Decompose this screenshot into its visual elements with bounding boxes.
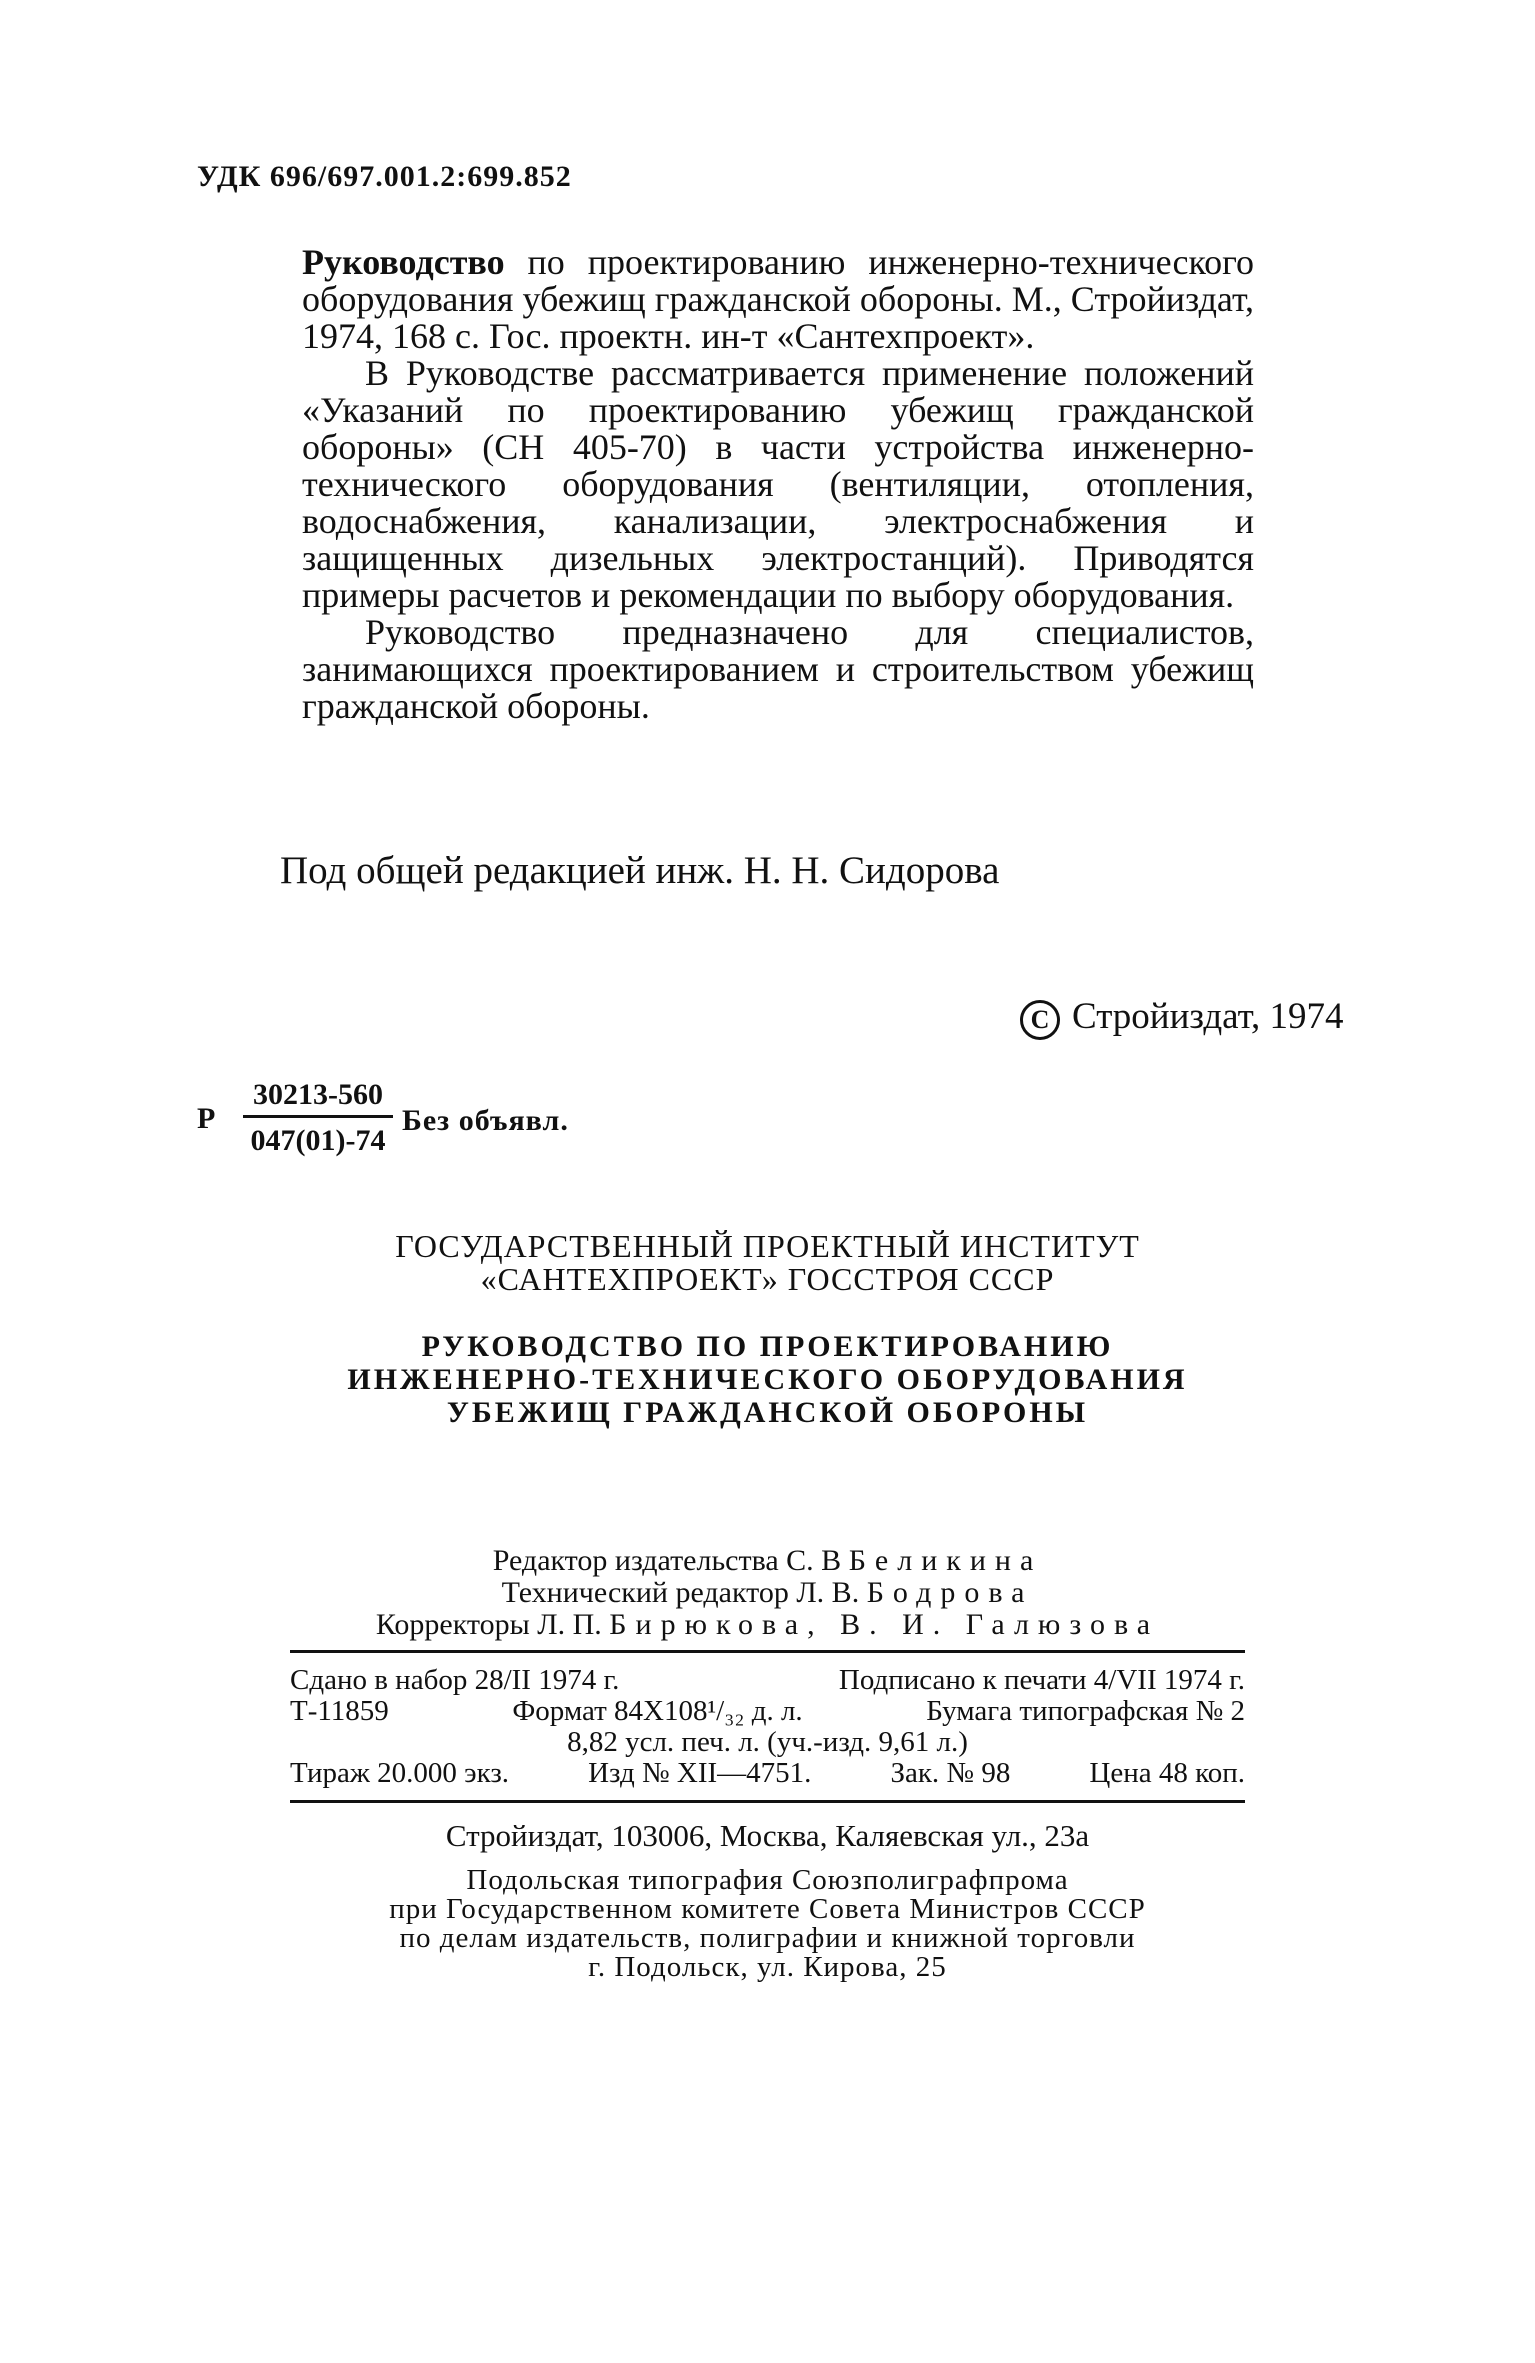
imprint-cell: Подписано к печати 4/VII 1974 г. — [838, 1664, 1245, 1696]
book-title-line: ИНЖЕНЕРНО-ТЕХНИЧЕСКОГО ОБОРУДОВАНИЯ — [347, 1363, 1188, 1396]
printer-info — [0, 1866, 1535, 1982]
index-note: Без объявл. — [402, 1104, 569, 1137]
abstract-para-3: Руководство предназначено для специалистов, занимающихся проектированием и строительством убежищ гражданской обороны. — [302, 612, 1254, 726]
credit-names: Бодрова — [866, 1576, 1034, 1609]
institute-line: «САНТЕХПРОЕКТ» ГОССТРОЯ СССР — [480, 1261, 1055, 1297]
credit-line — [0, 1577, 1535, 1609]
imprint-cell: Тираж 20.000 экз. — [290, 1757, 510, 1789]
printer-line: г. Подольск, ул. Кирова, 25 — [588, 1951, 947, 1983]
credit-role: Технический редактор Л. В. — [501, 1576, 867, 1609]
abstract — [302, 244, 1254, 725]
institute-name — [0, 1230, 1535, 1296]
udk-code: УДК 696/697.001.2:699.852 — [197, 160, 572, 193]
printer-line: Подольская типография Союзполиграфпрома — [466, 1864, 1069, 1896]
credit-names: Беликина — [848, 1544, 1043, 1577]
imprint-row — [290, 1758, 1245, 1789]
general-editor-line: Под общей редакцией инж. Н. Н. Сидорова — [280, 849, 1000, 892]
imprint-cell: Сдано в набор 28/II 1974 г. — [290, 1664, 620, 1696]
index-prefix: Р — [197, 1102, 216, 1135]
publisher-address: Стройиздат, 103006, Москва, Каляевская ул., 23а — [445, 1818, 1090, 1853]
imprint-cell: Цена 48 коп. — [1089, 1757, 1245, 1789]
printer-line: по делам издательств, полиграфии и книжной торговли — [399, 1922, 1136, 1954]
index-denominator: 047(01)-74 — [250, 1124, 386, 1157]
imprint-block — [290, 1665, 1245, 1789]
credit-line — [0, 1609, 1535, 1641]
abstract-lead-bold: Руководство — [302, 242, 505, 282]
divider — [290, 1800, 1245, 1803]
book-title — [0, 1330, 1535, 1429]
imprint-cell: Бумага типографская № 2 — [926, 1695, 1245, 1727]
credit-role: Корректоры Л. П. — [375, 1608, 610, 1641]
imprint-row — [290, 1696, 1245, 1727]
credit-names: Бирюкова, В. И. Галюзова — [609, 1608, 1160, 1641]
book-title-line: УБЕЖИЩ ГРАЖДАНСКОЙ ОБОРОНЫ — [446, 1396, 1089, 1429]
credit-line — [0, 1545, 1535, 1577]
divider — [290, 1650, 1245, 1653]
copyright-icon: C — [1020, 1000, 1060, 1040]
institute-line: ГОСУДАРСТВЕННЫЙ ПРОЕКТНЫЙ ИНСТИТУТ — [395, 1228, 1140, 1264]
book-title-line: РУКОВОДСТВО ПО ПРОЕКТИРОВАНИЮ — [421, 1330, 1114, 1363]
imprint-row — [290, 1727, 1245, 1758]
index-numerator: 30213-560 — [243, 1078, 393, 1118]
imprint-row — [290, 1665, 1245, 1696]
abstract-lead-rest: по проектированию инженерно-технического оборудования убежищ гражданской обороны. М., Стройиздат, 1974, 168 с. Гос. проектн. ин-т «Сантехпроект». — [302, 242, 1254, 356]
credit-role: Редактор издательства С. В — [492, 1544, 849, 1577]
credits — [0, 1545, 1535, 1641]
abstract-para-2: В Руководстве рассматривается применение положений «Указаний по проектированию убежищ гражданской обороны» (СН 405-70) в части устройства инженерно-технического оборудования (вентиляции, отопления, водоснабжения, канализации, электроснабжения и защищенных дизельных электростанций). Приводятся примеры расчетов и рекомендации по выбору оборудования. — [302, 353, 1254, 615]
imprint-cell: 8,82 усл. печ. л. (уч.-изд. 9,61 л.) — [567, 1726, 968, 1758]
copyright-text: Стройиздат, 1974 — [1072, 996, 1344, 1037]
imprint-cell: Зак. № 98 — [890, 1757, 1011, 1789]
imprint-cell: Т-11859 — [290, 1695, 389, 1727]
copyright-notice — [1020, 995, 1344, 1040]
abstract-para-1 — [302, 244, 1254, 355]
imprint-cell: Изд № XII—4751. — [588, 1757, 812, 1789]
imprint-cell: Формат 84X108¹/₃₂ д. л. — [512, 1695, 803, 1727]
printer-line: при Государственном комитете Совета Министров СССР — [389, 1893, 1146, 1925]
